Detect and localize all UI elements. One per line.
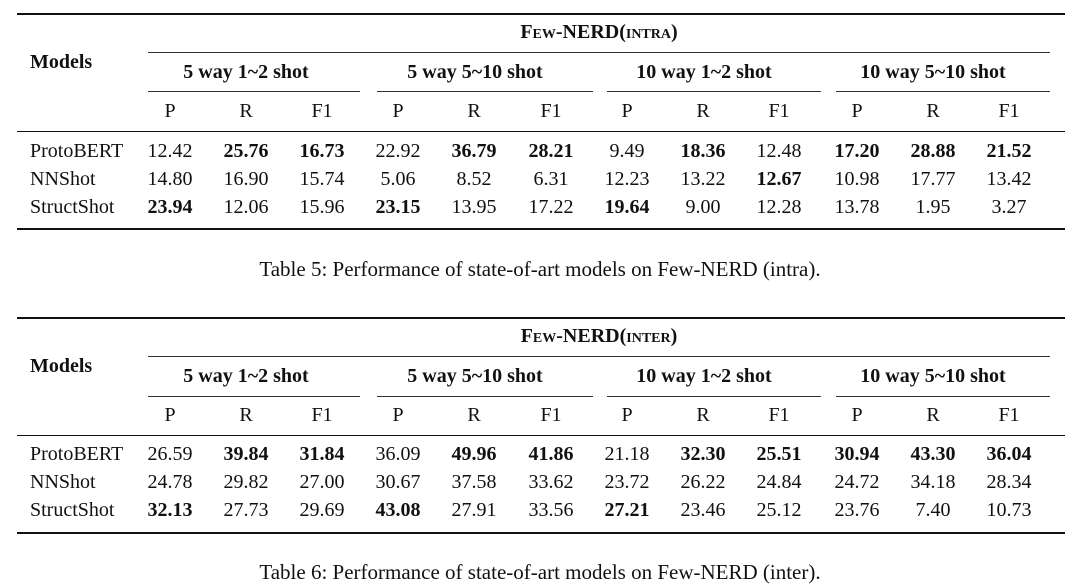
group-rule: [148, 91, 360, 92]
group-rule: [377, 91, 593, 92]
metric-header: P: [392, 100, 404, 122]
table-cell: 14.80: [147, 168, 193, 190]
table-cell: 17.77: [910, 168, 956, 190]
table-cell: 7.40: [915, 499, 951, 521]
metric-header: R: [239, 404, 253, 426]
table-cell: 10.73: [986, 499, 1032, 521]
table-cell: 27.73: [223, 499, 269, 521]
group-header: 10 way 5~10 shot: [860, 61, 1006, 83]
group-rule: [607, 91, 821, 92]
table-cell: 15.96: [299, 196, 345, 218]
table-cell: 29.69: [299, 499, 345, 521]
table-bottom-rule: [17, 532, 1065, 534]
table-cell: 22.92: [375, 140, 421, 162]
group-header: 5 way 5~10 shot: [407, 61, 543, 83]
table-cell: 12.67: [756, 168, 802, 190]
metric-header: P: [621, 100, 633, 122]
metric-header: P: [164, 404, 176, 426]
table-cell: 37.58: [451, 471, 497, 493]
metric-header: R: [696, 100, 710, 122]
table-cell: 25.12: [756, 499, 802, 521]
table-cell: 16.73: [299, 140, 345, 162]
metric-header: F1: [768, 404, 790, 426]
table-cell: 23.15: [375, 196, 421, 218]
table-cell: 26.22: [680, 471, 726, 493]
group-header: 5 way 5~10 shot: [407, 365, 543, 387]
table-cell: 36.79: [451, 140, 497, 162]
metric-header: P: [851, 100, 863, 122]
table-cell: 8.52: [456, 168, 492, 190]
metric-header: P: [164, 100, 176, 122]
table-cell: 21.52: [986, 140, 1032, 162]
table-cell: 43.08: [375, 499, 421, 521]
model-name: StructShot: [30, 196, 115, 218]
super-header: Few-NERD(inter): [520, 325, 678, 347]
group-header: 10 way 1~2 shot: [636, 365, 772, 387]
model-name: StructShot: [30, 499, 115, 521]
models-header: Models: [30, 51, 93, 73]
table-cell: 49.96: [451, 443, 497, 465]
metric-header: R: [696, 404, 710, 426]
table-cell: 25.76: [223, 140, 269, 162]
table-cell: 28.34: [986, 471, 1032, 493]
metric-header: F1: [540, 100, 562, 122]
table-caption: Table 6: Performance of state-of-art models on Few-NERD (inter).: [259, 560, 821, 584]
metric-header: F1: [768, 100, 790, 122]
table-cell: 24.72: [834, 471, 880, 493]
table-cell: 43.30: [910, 443, 956, 465]
table-top-rule: [17, 317, 1065, 319]
table-cell: 12.48: [756, 140, 802, 162]
group-rule: [836, 396, 1050, 397]
group-header: 5 way 1~2 shot: [183, 61, 309, 83]
table-cell: 9.00: [685, 196, 721, 218]
table-cell: 28.21: [528, 140, 574, 162]
group-rule: [836, 91, 1050, 92]
table-cell: 33.62: [528, 471, 574, 493]
table-cell: 17.22: [528, 196, 574, 218]
model-name: NNShot: [30, 168, 96, 190]
table-cell: 16.90: [223, 168, 269, 190]
metric-header: R: [926, 404, 940, 426]
table-cell: 27.21: [604, 499, 650, 521]
table-top-rule: [17, 13, 1065, 15]
super-header: Few-NERD(intra): [520, 21, 678, 43]
group-header: 5 way 1~2 shot: [183, 365, 309, 387]
table-cell: 23.72: [604, 471, 650, 493]
metric-header: F1: [998, 100, 1020, 122]
table-cell: 24.78: [147, 471, 193, 493]
table-cell: 26.59: [147, 443, 193, 465]
group-header: 10 way 5~10 shot: [860, 365, 1006, 387]
table-cell: 17.20: [834, 140, 880, 162]
table-cell: 31.84: [299, 443, 345, 465]
metric-header: R: [467, 404, 481, 426]
header-rule: [17, 131, 1065, 132]
table-cell: 36.04: [986, 443, 1032, 465]
table-cell: 41.86: [528, 443, 574, 465]
table-cell: 9.49: [609, 140, 645, 162]
table-cell: 29.82: [223, 471, 269, 493]
table-cell: 21.18: [604, 443, 650, 465]
table-caption: Table 5: Performance of state-of-art models on Few-NERD (intra).: [259, 257, 821, 281]
table-cell: 13.78: [834, 196, 880, 218]
table-cell: 30.94: [834, 443, 880, 465]
table-cell: 13.42: [986, 168, 1032, 190]
model-name: ProtoBERT: [30, 443, 124, 465]
table-cell: 32.13: [147, 499, 193, 521]
table-cell: 18.36: [680, 140, 726, 162]
models-header: Models: [30, 355, 93, 377]
table-cell: 27.91: [451, 499, 497, 521]
table-cell: 12.23: [604, 168, 650, 190]
table-cell: 25.51: [756, 443, 802, 465]
super-header-rule: [148, 356, 1050, 357]
table-cell: 23.46: [680, 499, 726, 521]
group-rule: [148, 396, 360, 397]
table-cell: 3.27: [991, 196, 1027, 218]
table-cell: 12.06: [223, 196, 269, 218]
table-cell: 12.28: [756, 196, 802, 218]
table-cell: 39.84: [223, 443, 269, 465]
table-cell: 1.95: [915, 196, 951, 218]
table-cell: 32.30: [680, 443, 726, 465]
metric-header: P: [621, 404, 633, 426]
table-cell: 23.76: [834, 499, 880, 521]
header-rule: [17, 435, 1065, 436]
metric-header: P: [851, 404, 863, 426]
table-cell: 24.84: [756, 471, 802, 493]
table-cell: 19.64: [604, 196, 650, 218]
group-rule: [377, 396, 593, 397]
super-header-rule: [148, 52, 1050, 53]
group-header: 10 way 1~2 shot: [636, 61, 772, 83]
table-cell: 28.88: [910, 140, 956, 162]
metric-header: F1: [311, 404, 333, 426]
table-cell: 6.31: [533, 168, 569, 190]
metric-header: F1: [540, 404, 562, 426]
table-cell: 12.42: [147, 140, 193, 162]
table-cell: 36.09: [375, 443, 421, 465]
table-cell: 13.22: [680, 168, 726, 190]
model-name: ProtoBERT: [30, 140, 124, 162]
table-cell: 30.67: [375, 471, 421, 493]
metric-header: F1: [998, 404, 1020, 426]
model-name: NNShot: [30, 471, 96, 493]
metric-header: F1: [311, 100, 333, 122]
table-cell: 27.00: [299, 471, 345, 493]
table-cell: 10.98: [834, 168, 880, 190]
group-rule: [607, 396, 821, 397]
metric-header: P: [392, 404, 404, 426]
metric-header: R: [467, 100, 481, 122]
table-bottom-rule: [17, 228, 1065, 230]
metric-header: R: [926, 100, 940, 122]
table-cell: 23.94: [147, 196, 193, 218]
table-cell: 15.74: [299, 168, 345, 190]
table-cell: 13.95: [451, 196, 497, 218]
table-cell: 5.06: [380, 168, 416, 190]
metric-header: R: [239, 100, 253, 122]
table-cell: 33.56: [528, 499, 574, 521]
table-cell: 34.18: [910, 471, 956, 493]
